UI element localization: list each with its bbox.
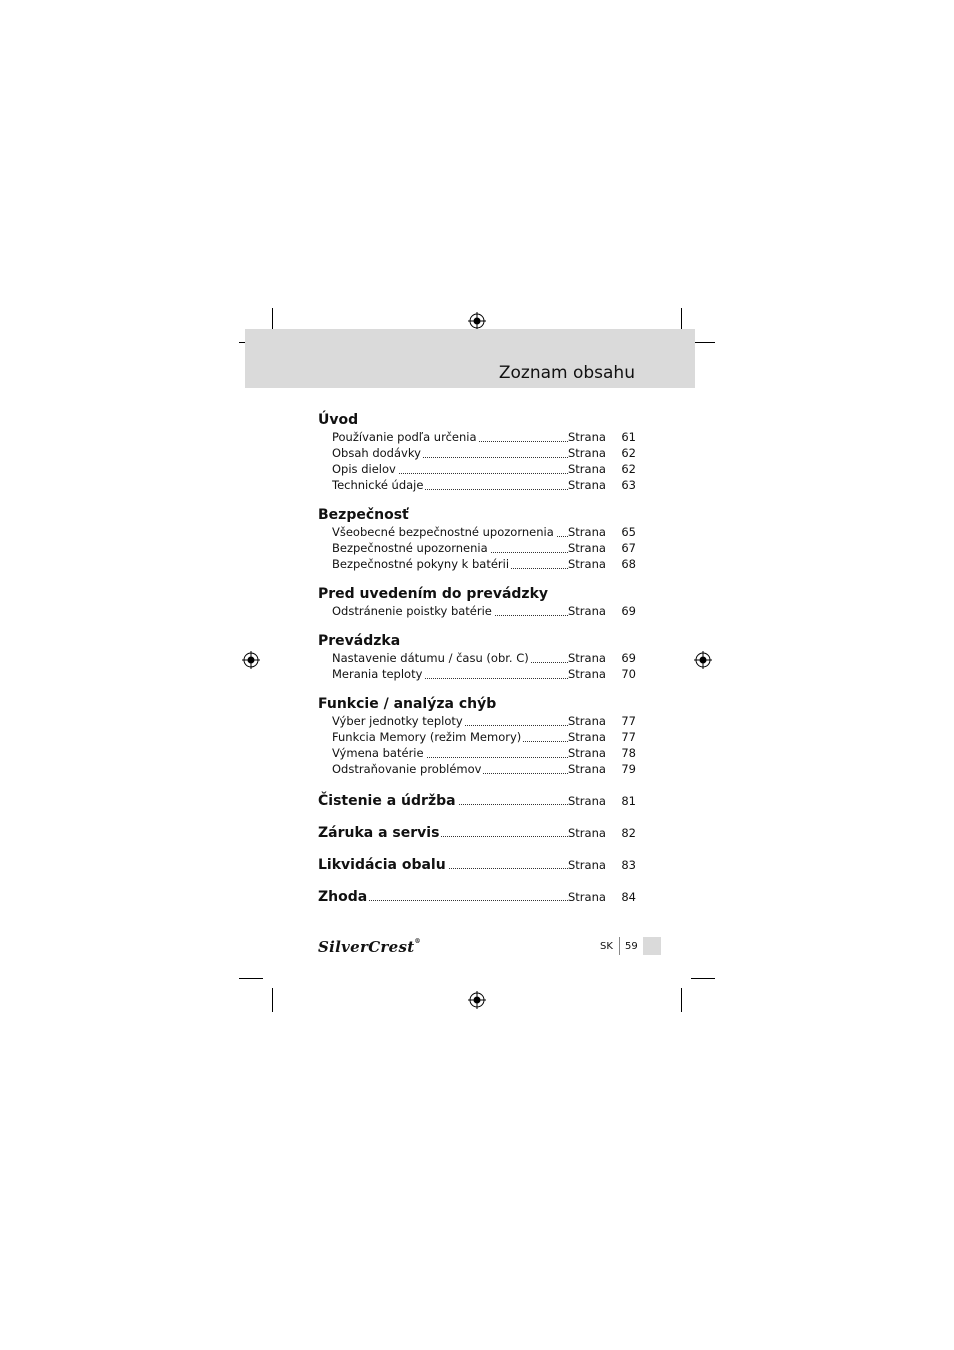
section-title: Úvod: [318, 412, 359, 428]
crop-mark: [681, 308, 682, 330]
section-title: Bezpečnosť: [318, 507, 409, 523]
entry-page: 84: [621, 890, 636, 904]
toc-entry[interactable]: [318, 477, 638, 493]
entry-page: 81: [621, 794, 636, 808]
entry-strana: Strana: [568, 557, 606, 571]
toc-entry[interactable]: [318, 524, 638, 540]
toc-entry[interactable]: [318, 761, 638, 777]
entry-label: Záruka a servis: [318, 825, 440, 841]
toc-main-entry[interactable]: [318, 822, 638, 841]
entry-strana: Strana: [568, 478, 606, 492]
entry-label: Obsah dodávky: [332, 446, 421, 460]
toc-section: [318, 695, 638, 777]
entry-strana: Strana: [568, 541, 606, 555]
entry-label: Likvidácia obalu: [318, 857, 446, 873]
toc-entry[interactable]: [318, 729, 638, 745]
entry-page: 62: [621, 446, 636, 460]
entry-label: Výber jednotky teploty: [332, 714, 463, 728]
toc-main-entry[interactable]: [318, 886, 638, 905]
entry-strana: Strana: [568, 826, 606, 840]
entry-strana: Strana: [568, 446, 606, 460]
crop-mark: [272, 308, 273, 330]
entry-page: 61: [621, 430, 636, 444]
toc-entry[interactable]: [318, 445, 638, 461]
entry-page: 77: [621, 714, 636, 728]
page-title: Zoznam obsahu: [498, 363, 635, 383]
entry-label: Nastavenie dátumu / času (obr. C): [332, 651, 529, 665]
entry-page: 82: [621, 826, 636, 840]
toc-section: [318, 411, 638, 493]
registration-mark-icon: [468, 991, 486, 1009]
entry-label: Bezpečnostné upozornenia: [332, 541, 488, 555]
section-title: Funkcie / analýza chýb: [318, 696, 497, 712]
entry-page: 67: [621, 541, 636, 555]
entry-page: 63: [621, 478, 636, 492]
entry-strana: Strana: [568, 667, 606, 681]
entry-strana: Strana: [568, 794, 606, 808]
section-title: Pred uvedením do prevádzky: [318, 586, 549, 602]
entry-label: Funkcia Memory (režim Memory): [332, 730, 522, 744]
header-bar: [245, 329, 695, 388]
toc-section: [318, 506, 638, 572]
toc-main-entry[interactable]: [318, 790, 638, 809]
entry-page: 62: [621, 462, 636, 476]
page-number: 59: [625, 941, 638, 952]
toc-entry[interactable]: [318, 540, 638, 556]
section-title: Prevádzka: [318, 633, 401, 649]
table-of-contents: [318, 411, 638, 918]
brand-logo: [318, 938, 421, 956]
toc-entry[interactable]: [318, 713, 638, 729]
toc-entry[interactable]: [318, 650, 638, 666]
entry-strana: Strana: [568, 714, 606, 728]
entry-page: 69: [621, 604, 636, 618]
entry-label: Odstránenie poistky batérie: [332, 604, 492, 618]
entry-label: Používanie podľa určenia: [332, 430, 477, 444]
entry-label: Zhoda: [318, 889, 368, 905]
crop-mark: [681, 988, 682, 1012]
entry-strana: Strana: [568, 604, 606, 618]
entry-strana: Strana: [568, 762, 606, 776]
brand-registered-mark: ®: [414, 938, 421, 945]
entry-strana: Strana: [568, 730, 606, 744]
toc-section: [318, 585, 638, 619]
crop-mark: [239, 978, 263, 979]
toc-entry[interactable]: [318, 666, 638, 682]
entry-label: Opis dielov: [332, 462, 396, 476]
entry-page: 70: [621, 667, 636, 681]
toc-main-entry[interactable]: [318, 854, 638, 873]
entry-page: 77: [621, 730, 636, 744]
entry-strana: Strana: [568, 462, 606, 476]
entry-strana: Strana: [568, 858, 606, 872]
entry-label: Merania teploty: [332, 667, 423, 681]
brand-name: SilverCrest: [318, 938, 415, 956]
entry-strana: Strana: [568, 430, 606, 444]
page-tab-marker: [643, 937, 661, 955]
entry-label: Čistenie a údržba: [318, 793, 456, 809]
entry-strana: Strana: [568, 890, 606, 904]
registration-mark-icon: [694, 651, 712, 669]
footer-divider: [619, 937, 620, 955]
entry-page: 65: [621, 525, 636, 539]
toc-entry[interactable]: [318, 461, 638, 477]
registration-mark-icon: [468, 312, 486, 330]
entry-page: 83: [621, 858, 636, 872]
toc-entry[interactable]: [318, 429, 638, 445]
language-code: SK: [600, 941, 613, 952]
entry-page: 79: [621, 762, 636, 776]
entry-page: 68: [621, 557, 636, 571]
crop-mark: [691, 978, 715, 979]
toc-section: [318, 632, 638, 682]
entry-label: Bezpečnostné pokyny k batérii: [332, 557, 510, 571]
entry-label: Odstraňovanie problémov: [332, 762, 482, 776]
crop-mark: [272, 988, 273, 1012]
entry-label: Technické údaje: [332, 478, 424, 492]
entry-strana: Strana: [568, 525, 606, 539]
toc-entry[interactable]: [318, 603, 638, 619]
toc-entry[interactable]: [318, 556, 638, 572]
entry-label: Všeobecné bezpečnostné upozornenia: [332, 525, 554, 539]
entry-page: 69: [621, 651, 636, 665]
registration-mark-icon: [242, 651, 260, 669]
toc-entry[interactable]: [318, 745, 638, 761]
entry-strana: Strana: [568, 651, 606, 665]
entry-label: Výmena batérie: [332, 746, 424, 760]
entry-strana: Strana: [568, 746, 606, 760]
entry-page: 78: [621, 746, 636, 760]
